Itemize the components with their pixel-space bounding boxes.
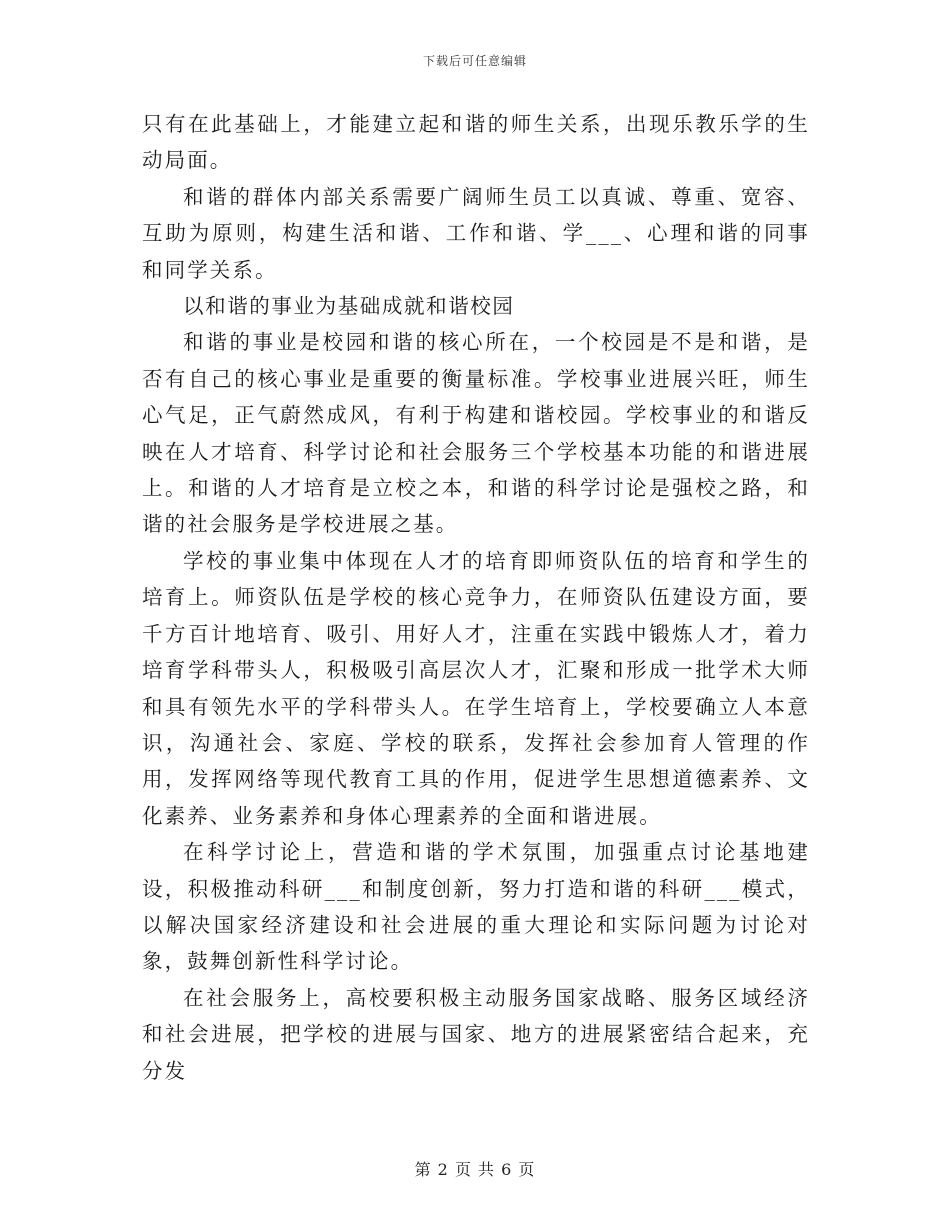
document-body	[142, 106, 810, 1089]
paragraph: 学校的事业集中体现在人才的培育即师资队伍的培育和学生的培育上。师资队伍是学校的核心竞争力，在师资队伍建设方面，要千方百计地培育、吸引、用好人才，注重在实践中锻炼人才，着力培育学科带头人，积极吸引高层次人才，汇聚和形成一批学术大师和具有领先水平的学科带头人。在学生培育上，学校要确立人本意识，沟通社会、家庭、学校的联系，发挥社会参加育人管理的作用，发挥网络等现代教育工具的作用，促进学生思想道德素养、文化素养、业务素养和身体心理素养的全面和谐进展。	[142, 548, 810, 828]
page-number: 第 2 页 共 6 页	[414, 1160, 536, 1179]
section-heading: 以和谐的事业为基础成就和谐校园	[183, 294, 515, 319]
page-header-note: 下载后可任意编辑	[422, 54, 527, 68]
paragraph: 和谐的事业是校园和谐的核心所在，一个校园是不是和谐，是否有自己的核心事业是重要的衡量标准。学校事业进展兴旺，师生心气足，正气蔚然成风，有利于构建和谐校园。学校事业的和谐反映在人才培育、科学讨论和社会服务三个学校基本功能的和谐进展上。和谐的人才培育是立校之本，和谐的科学讨论是强校之路，和谐的社会服务是学校进展之基。	[142, 330, 810, 537]
paragraph: 在社会服务上，高校要积极主动服务国家战略、服务区域经济和社会进展，把学校的进展与国家、地方的进展紧密结合起来，充分发	[142, 985, 810, 1083]
paragraph-continuation: 只有在此基础上，才能建立起和谐的师生关系，出现乐教乐学的生动局面。	[142, 112, 810, 173]
paragraph: 在科学讨论上，营造和谐的学术氛围，加强重点讨论基地建设，积极推动科研___和制度创新，努力打造和谐的科研___模式，以解决国家经济建设和社会进展的重大理论和实际问题为讨论对象，鼓舞创新性科学讨论。	[142, 840, 810, 974]
paragraph: 和谐的群体内部关系需要广阔师生员工以真诚、尊重、宽容、互助为原则，构建生活和谐、工作和谐、学___、心理和谐的同事和同学关系。	[142, 184, 810, 282]
